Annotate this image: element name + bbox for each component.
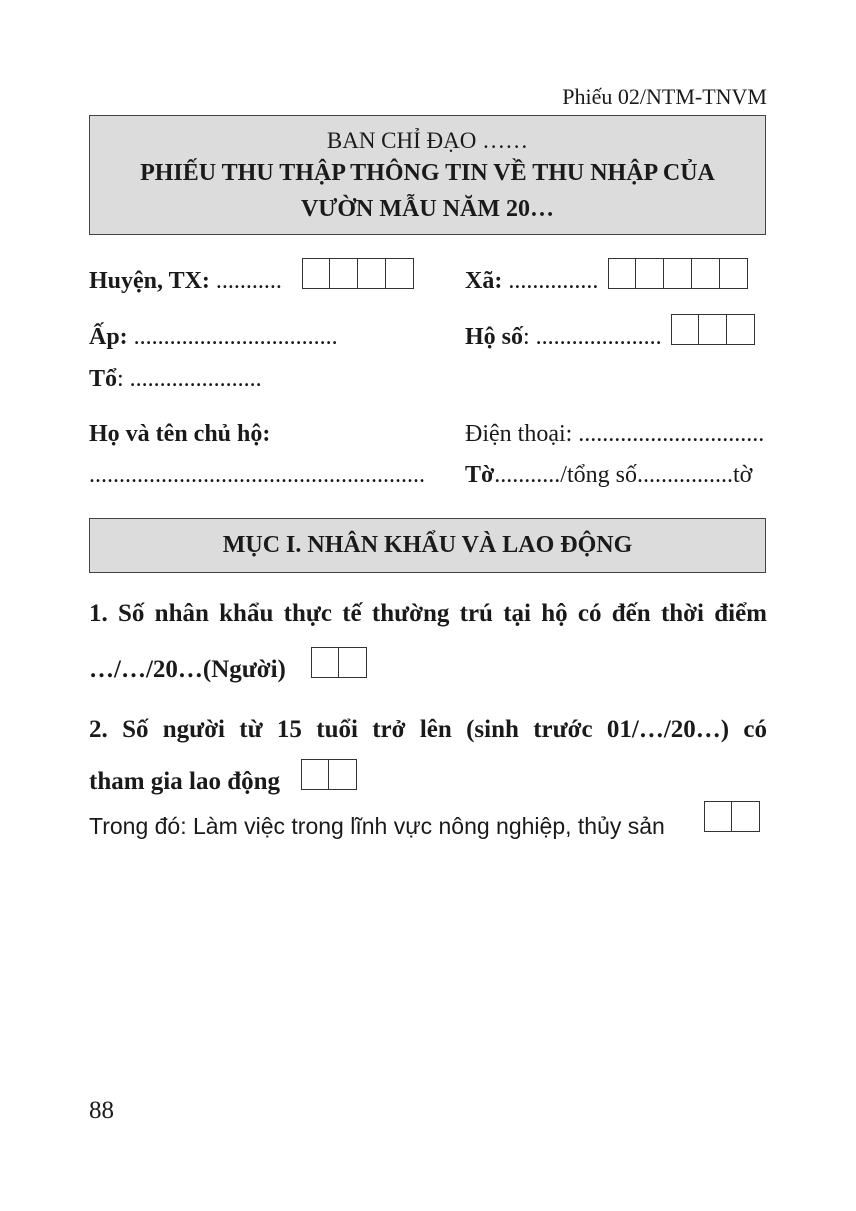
- question-2-sub: Trong đó: Làm việc trong lĩnh vực nông nghiệp, thủy sản: [89, 813, 665, 839]
- xa-dots: ...............: [502, 268, 599, 294]
- form-header: [89, 115, 766, 235]
- answer-digit-box[interactable]: [699, 314, 727, 345]
- to-dots: : ......................: [117, 366, 262, 392]
- answer-digit-box[interactable]: [330, 258, 358, 289]
- answer-digit-box[interactable]: [732, 801, 760, 832]
- answer-digit-box[interactable]: [386, 258, 414, 289]
- answer-digit-box[interactable]: [692, 258, 720, 289]
- to-so-field: [465, 462, 752, 489]
- question-2-line2: tham gia lao động: [89, 768, 281, 795]
- huyen-label: Huyện, TX:: [89, 268, 210, 294]
- answer-digit-box[interactable]: [727, 314, 755, 345]
- ho-ten-dots: ........................................................: [89, 462, 425, 488]
- steering-committee-line: BAN CHỈ ĐẠO ……: [326, 128, 529, 153]
- form-code: Phiếu 02/NTM-TNVM: [562, 84, 767, 109]
- answer-digit-box[interactable]: [339, 647, 367, 678]
- answer-digit-box[interactable]: [720, 258, 748, 289]
- question-1-line2: …/…/20…(Người): [89, 656, 286, 683]
- q1-answer-boxes[interactable]: [311, 647, 367, 679]
- answer-digit-box[interactable]: [671, 314, 699, 345]
- form-title-line1: PHIẾU THU THẬP THÔNG TIN VỀ THU NHẬP CỦA: [140, 160, 715, 186]
- ho-so-field: [465, 324, 662, 351]
- xa-code-boxes[interactable]: [608, 258, 748, 290]
- to-so-label: Tờ: [465, 462, 495, 488]
- ho-so-code-boxes[interactable]: [671, 314, 755, 346]
- question-1-line1: 1. Số nhân khẩu thực tế thường trú tại hộ có đến thời điểm: [89, 600, 767, 627]
- answer-digit-box[interactable]: [704, 801, 732, 832]
- question-2-line1: 2. Số người từ 15 tuổi trở lên (sinh trước 01/…/20…) có: [89, 716, 767, 743]
- dien-thoai-field: Điện thoại: ...............................: [465, 421, 765, 447]
- section-title: MỤC I. NHÂN KHẨU VÀ LAO ĐỘNG: [89, 518, 766, 573]
- answer-digit-box[interactable]: [636, 258, 664, 289]
- q2-sub-answer-boxes[interactable]: [704, 801, 760, 833]
- huyen-dots: ...........: [209, 268, 282, 294]
- xa-field: [465, 268, 598, 295]
- to-field: [89, 366, 262, 393]
- answer-digit-box[interactable]: [302, 258, 330, 289]
- ho-so-dots: : .....................: [523, 324, 662, 350]
- xa-label: Xã:: [465, 268, 503, 294]
- page-number: 88: [89, 1097, 114, 1124]
- to-so-end: ................tờ: [636, 462, 753, 488]
- answer-digit-box[interactable]: [358, 258, 386, 289]
- answer-digit-box[interactable]: [301, 759, 329, 790]
- ho-so-label: Hộ số: [465, 324, 524, 350]
- huyen-code-boxes[interactable]: [302, 258, 414, 290]
- to-so-mid: .........../tổng số: [494, 462, 637, 488]
- q2-answer-boxes[interactable]: [301, 759, 357, 791]
- answer-digit-box[interactable]: [311, 647, 339, 678]
- ap-dots: ..................................: [127, 324, 338, 350]
- answer-digit-box[interactable]: [329, 759, 357, 790]
- answer-digit-box[interactable]: [608, 258, 636, 289]
- huyen-field: [89, 268, 282, 295]
- ap-field: [89, 324, 338, 351]
- ho-ten-label: Họ và tên chủ hộ:: [89, 421, 271, 447]
- to-label: Tổ: [89, 366, 118, 392]
- ap-label: Ấp:: [89, 324, 128, 350]
- form-title-line2: VƯỜN MẪU NĂM 20…: [300, 196, 555, 222]
- answer-digit-box[interactable]: [664, 258, 692, 289]
